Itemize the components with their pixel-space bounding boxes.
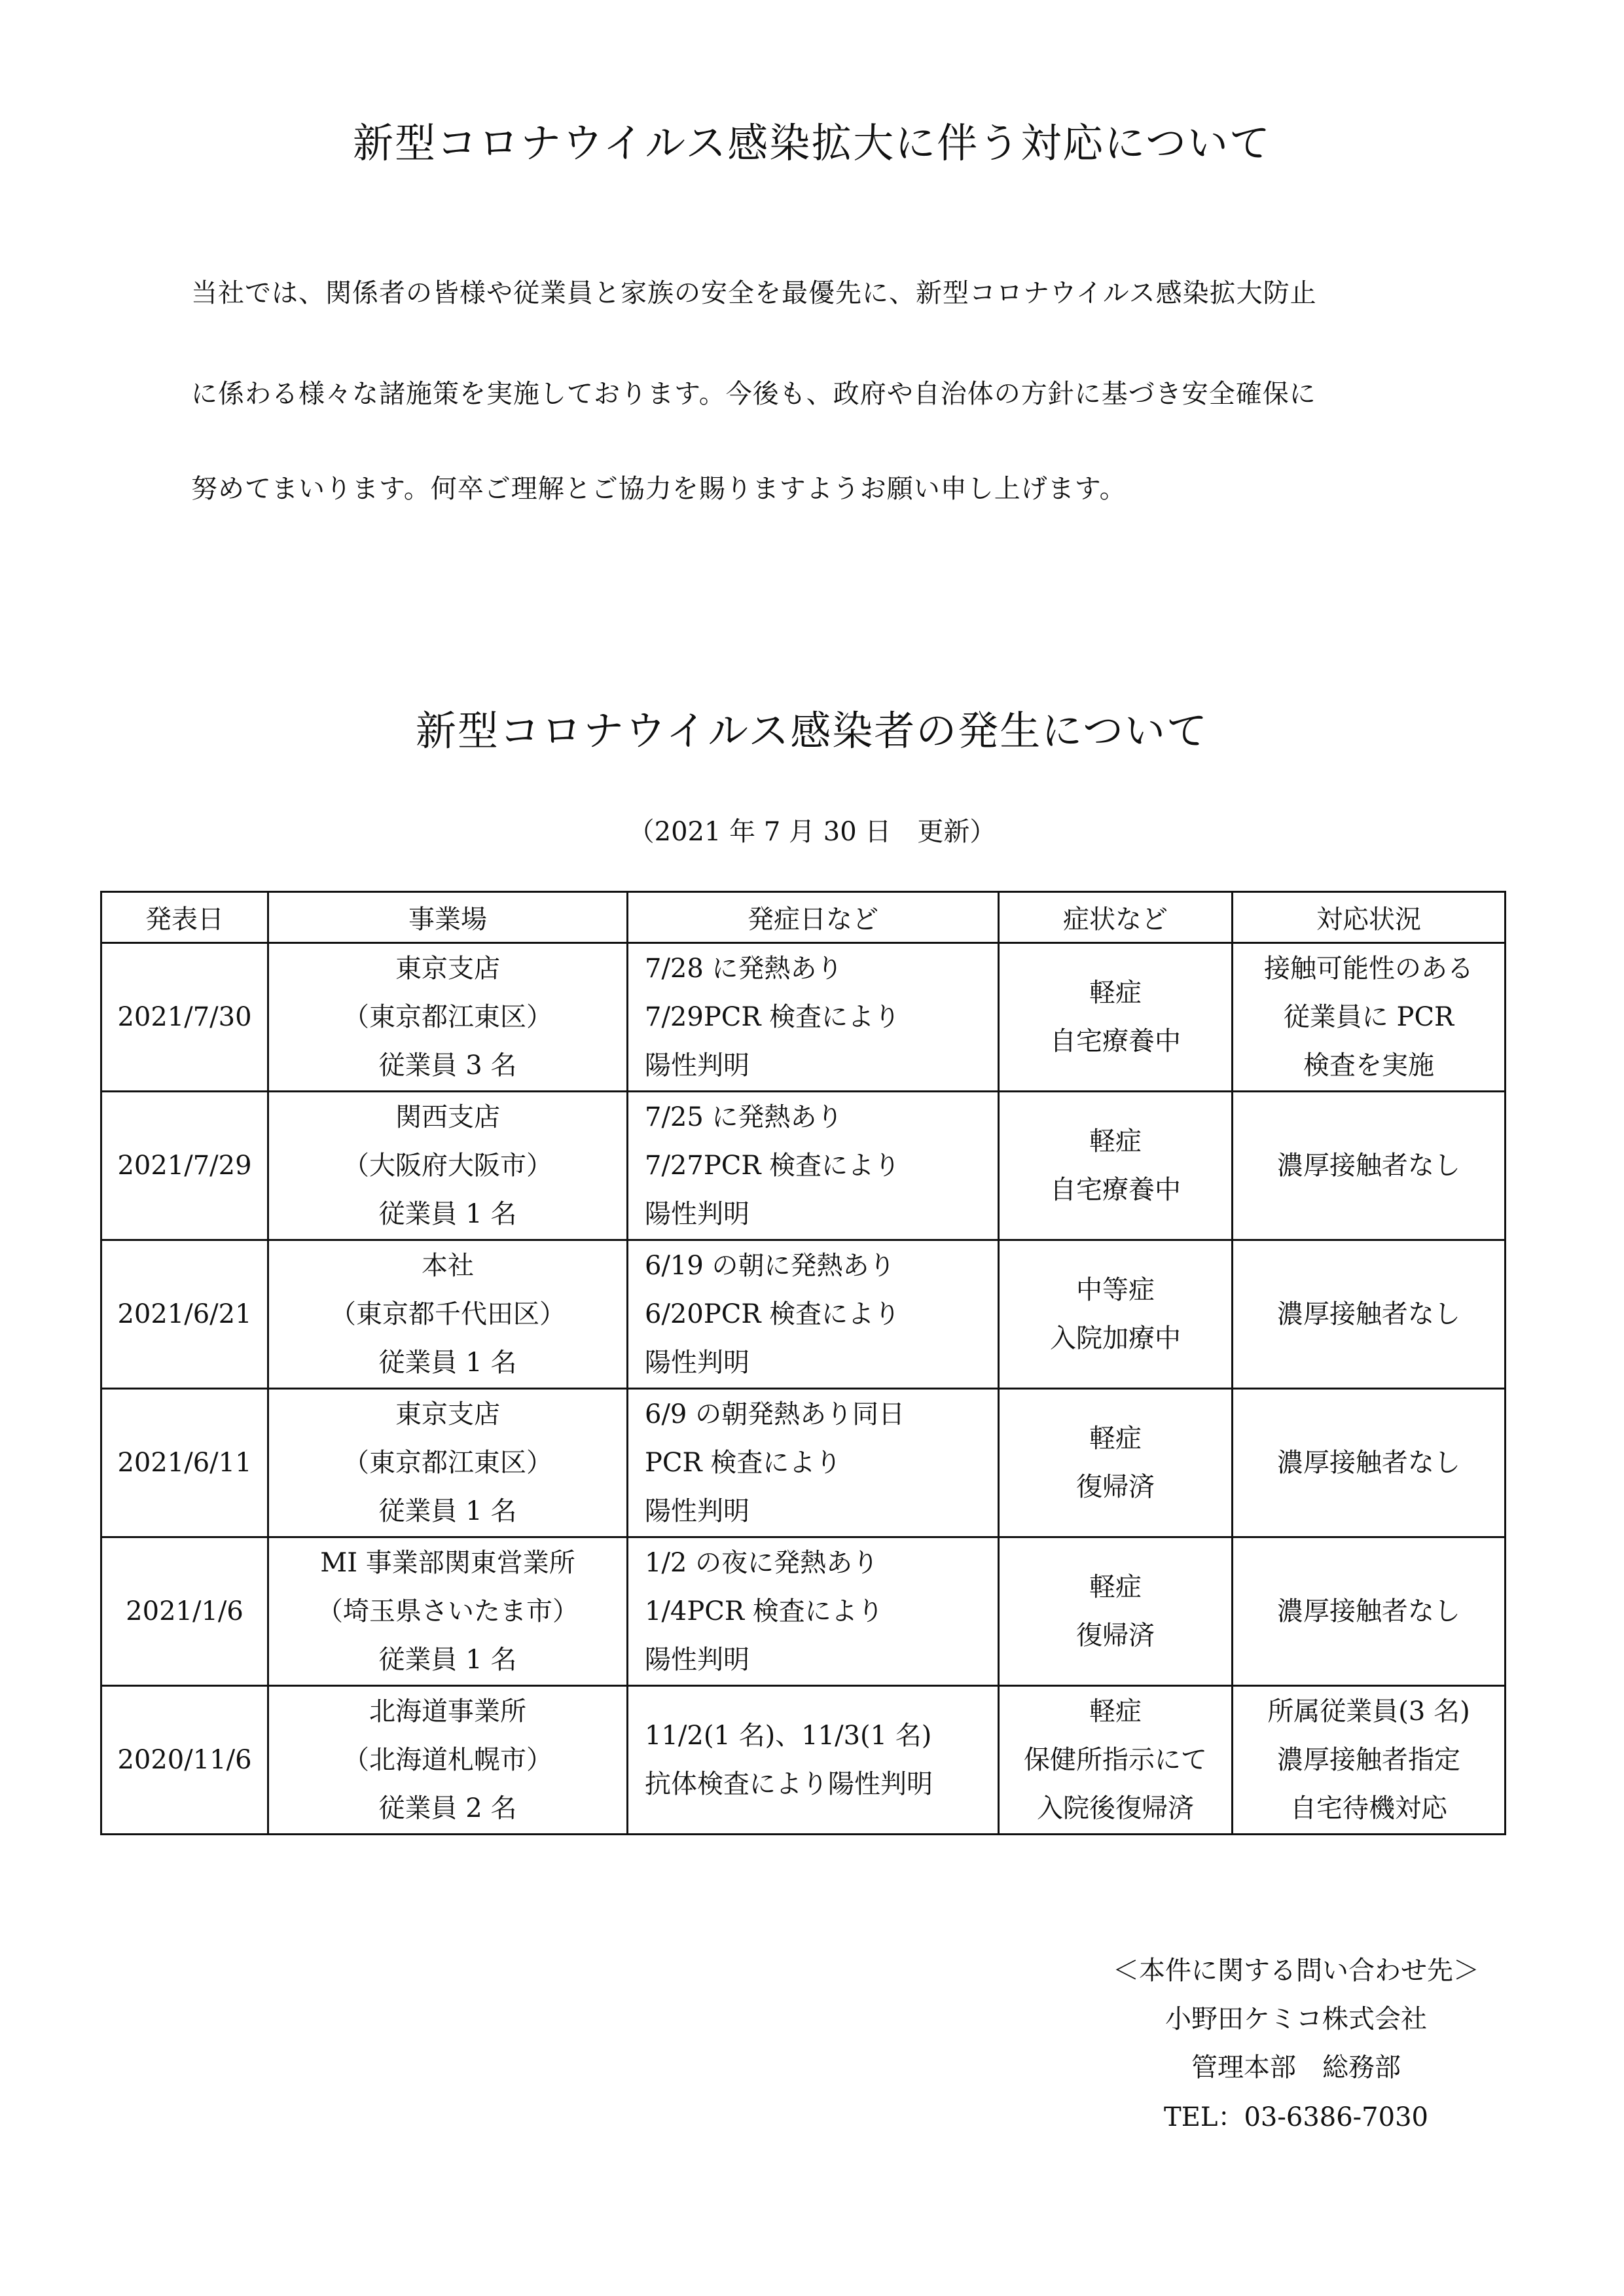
cell-onset-line: 1/2 の夜に発熱あり [645,1548,879,1578]
cell-site [268,943,628,1092]
cell-response-line: 濃厚接触者なし [1277,1151,1460,1181]
table-row [101,1092,1506,1240]
cell-symptom [999,1537,1233,1686]
cell-onset-line: 7/25 に発熱あり [645,1102,843,1132]
cell-onset-line: 陽性判明 [645,1496,749,1526]
cell-onset [628,943,999,1092]
cell-response [1233,1092,1506,1240]
cell-site-line: 従業員 2 名 [378,1793,517,1823]
cell-onset [628,1686,999,1835]
header-announce-date: 発表日 [101,892,268,943]
cell-site [268,1092,628,1240]
cell-response-line: 濃厚接触者なし [1277,1299,1460,1329]
cell-symptom [999,1686,1233,1835]
cell-symptom-line: 復帰済 [1076,1472,1155,1502]
cell-symptom-line: 軽症 [1089,978,1142,1008]
table-row [101,1537,1506,1686]
cell-announce-date: 2021/1/6 [101,1537,268,1686]
cell-onset-line: 6/20PCR 検査により [645,1299,901,1329]
cell-response-line: 所属従業員(3 名) [1267,1696,1470,1727]
cell-site-line: 従業員 1 名 [378,1496,517,1526]
cell-symptom [999,1389,1233,1537]
cell-response [1233,943,1506,1092]
cell-symptom-line: 軽症 [1089,1126,1142,1157]
cell-site-line: （大阪府大阪市） [343,1151,552,1181]
cell-site-line: 従業員 1 名 [378,1645,517,1675]
cell-symptom-line: 中等症 [1076,1275,1155,1305]
cell-site-line: 関西支店 [395,1102,500,1132]
cell-announce-date: 2021/7/29 [101,1092,268,1240]
contact-heading: ＜本件に関する問い合わせ先＞ [1113,1956,1479,1986]
table-header-row [101,892,1506,943]
cell-response [1233,1240,1506,1389]
table-row [101,943,1506,1092]
cell-site-line: 従業員 3 名 [378,1050,517,1081]
cell-response-line: 自宅待機対応 [1290,1793,1447,1823]
table-row [101,1686,1506,1835]
cell-symptom-line: 入院後復帰済 [1037,1793,1194,1823]
intro-line: に係わる様々な諸施策を実施しております。今後も、政府や自治体の方針に基づき安全確保に [191,379,1316,409]
cases-table [100,891,1506,1835]
cell-symptom [999,1092,1233,1240]
intro-line: 努めてまいります。何卒ご理解とご協力を賜りますようお願い申し上げます。 [191,474,1127,504]
cell-site-line: 東京支店 [395,954,500,984]
cell-site-line: 北海道事業所 [369,1696,526,1727]
cell-response [1233,1389,1506,1537]
header-onset: 発症日など [628,892,999,943]
cell-onset-line: 7/29PCR 検査により [645,1002,901,1032]
cell-symptom-line: 軽症 [1089,1424,1142,1454]
cell-onset-line: 6/9 の朝発熱あり同日 [645,1399,905,1429]
update-note: （2021 年 7 月 30 日 更新） [628,817,996,847]
cell-onset-line: 11/2(1 名)、11/3(1 名) [645,1721,932,1751]
cell-site-line: 本社 [422,1251,474,1281]
cell-onset-line: 1/4PCR 検査により [645,1596,884,1626]
cell-site-line: 従業員 1 名 [378,1199,517,1229]
cell-symptom [999,1240,1233,1389]
cell-onset-line: 陽性判明 [645,1645,749,1675]
header-symptom: 症状など [999,892,1233,943]
cell-site [268,1389,628,1537]
cell-site-line: （東京都江東区） [343,1448,552,1478]
cell-site [268,1240,628,1389]
cell-announce-date: 2021/6/11 [101,1389,268,1537]
cell-response-line: 検査を実施 [1303,1050,1434,1081]
cell-site-line: （北海道札幌市） [343,1745,552,1775]
cell-announce-date: 2021/6/21 [101,1240,268,1389]
cell-announce-date: 2021/7/30 [101,943,268,1092]
header-response: 対応状況 [1233,892,1506,943]
cell-response-line: 接触可能性のある [1264,954,1473,984]
cell-onset-line: 陽性判明 [645,1050,749,1081]
cell-announce-date: 2020/11/6 [101,1686,268,1835]
cell-response [1233,1686,1506,1835]
cell-onset [628,1389,999,1537]
contact-department: 管理本部 総務部 [1191,2053,1401,2083]
cell-site [268,1686,628,1835]
cell-response-line: 従業員に PCR [1283,1002,1454,1032]
cell-onset-line: PCR 検査により [645,1448,842,1478]
cell-onset-line: 陽性判明 [645,1348,749,1378]
cell-site-line: 東京支店 [395,1399,500,1429]
cell-symptom-line: 入院加療中 [1050,1323,1181,1354]
page-title: 新型コロナウイルス感染拡大に伴う対応について [352,119,1272,167]
cell-site-line: （東京都千代田区） [330,1299,566,1329]
cell-site-line: 従業員 1 名 [378,1348,517,1378]
cell-onset [628,1240,999,1389]
table-body [101,943,1506,1835]
cell-symptom-line: 自宅療養中 [1050,1175,1181,1205]
cell-onset-line: 6/19 の朝に発熱あり [645,1251,895,1281]
cell-response [1233,1537,1506,1686]
cell-onset [628,1537,999,1686]
cell-response-line: 濃厚接触者なし [1277,1448,1460,1478]
cell-response-line: 濃厚接触者指定 [1277,1745,1460,1775]
cell-symptom-line: 保健所指示にて [1024,1745,1207,1775]
table-row [101,1240,1506,1389]
cell-onset-line: 7/27PCR 検査により [645,1151,901,1181]
intro-line: 当社では、関係者の皆様や従業員と家族の安全を最優先に、新型コロナウイルス感染拡大防止 [191,278,1317,308]
cell-symptom-line: 復帰済 [1076,1621,1155,1651]
cell-symptom-line: 軽症 [1089,1696,1142,1727]
header-site: 事業場 [268,892,628,943]
section-title: 新型コロナウイルス感染者の発生について [415,707,1209,755]
cell-site-line: （東京都江東区） [343,1002,552,1032]
cell-onset [628,1092,999,1240]
cell-onset-line: 7/28 に発熱あり [645,954,843,984]
cell-site-line: （埼玉県さいたま市） [317,1596,579,1626]
cell-symptom [999,943,1233,1092]
table-row [101,1389,1506,1537]
cell-site [268,1537,628,1686]
contact-tel: TEL：03-6386-7030 [1164,2102,1428,2132]
cell-onset-line: 抗体検査により陽性判明 [645,1769,933,1799]
cell-onset-line: 陽性判明 [645,1199,749,1229]
cell-symptom-line: 自宅療養中 [1050,1026,1181,1056]
cell-symptom-line: 軽症 [1089,1572,1142,1602]
contact-company: 小野田ケミコ株式会社 [1165,2004,1427,2034]
cell-site-line: MI 事業部関東営業所 [320,1548,575,1578]
cell-response-line: 濃厚接触者なし [1277,1596,1460,1626]
